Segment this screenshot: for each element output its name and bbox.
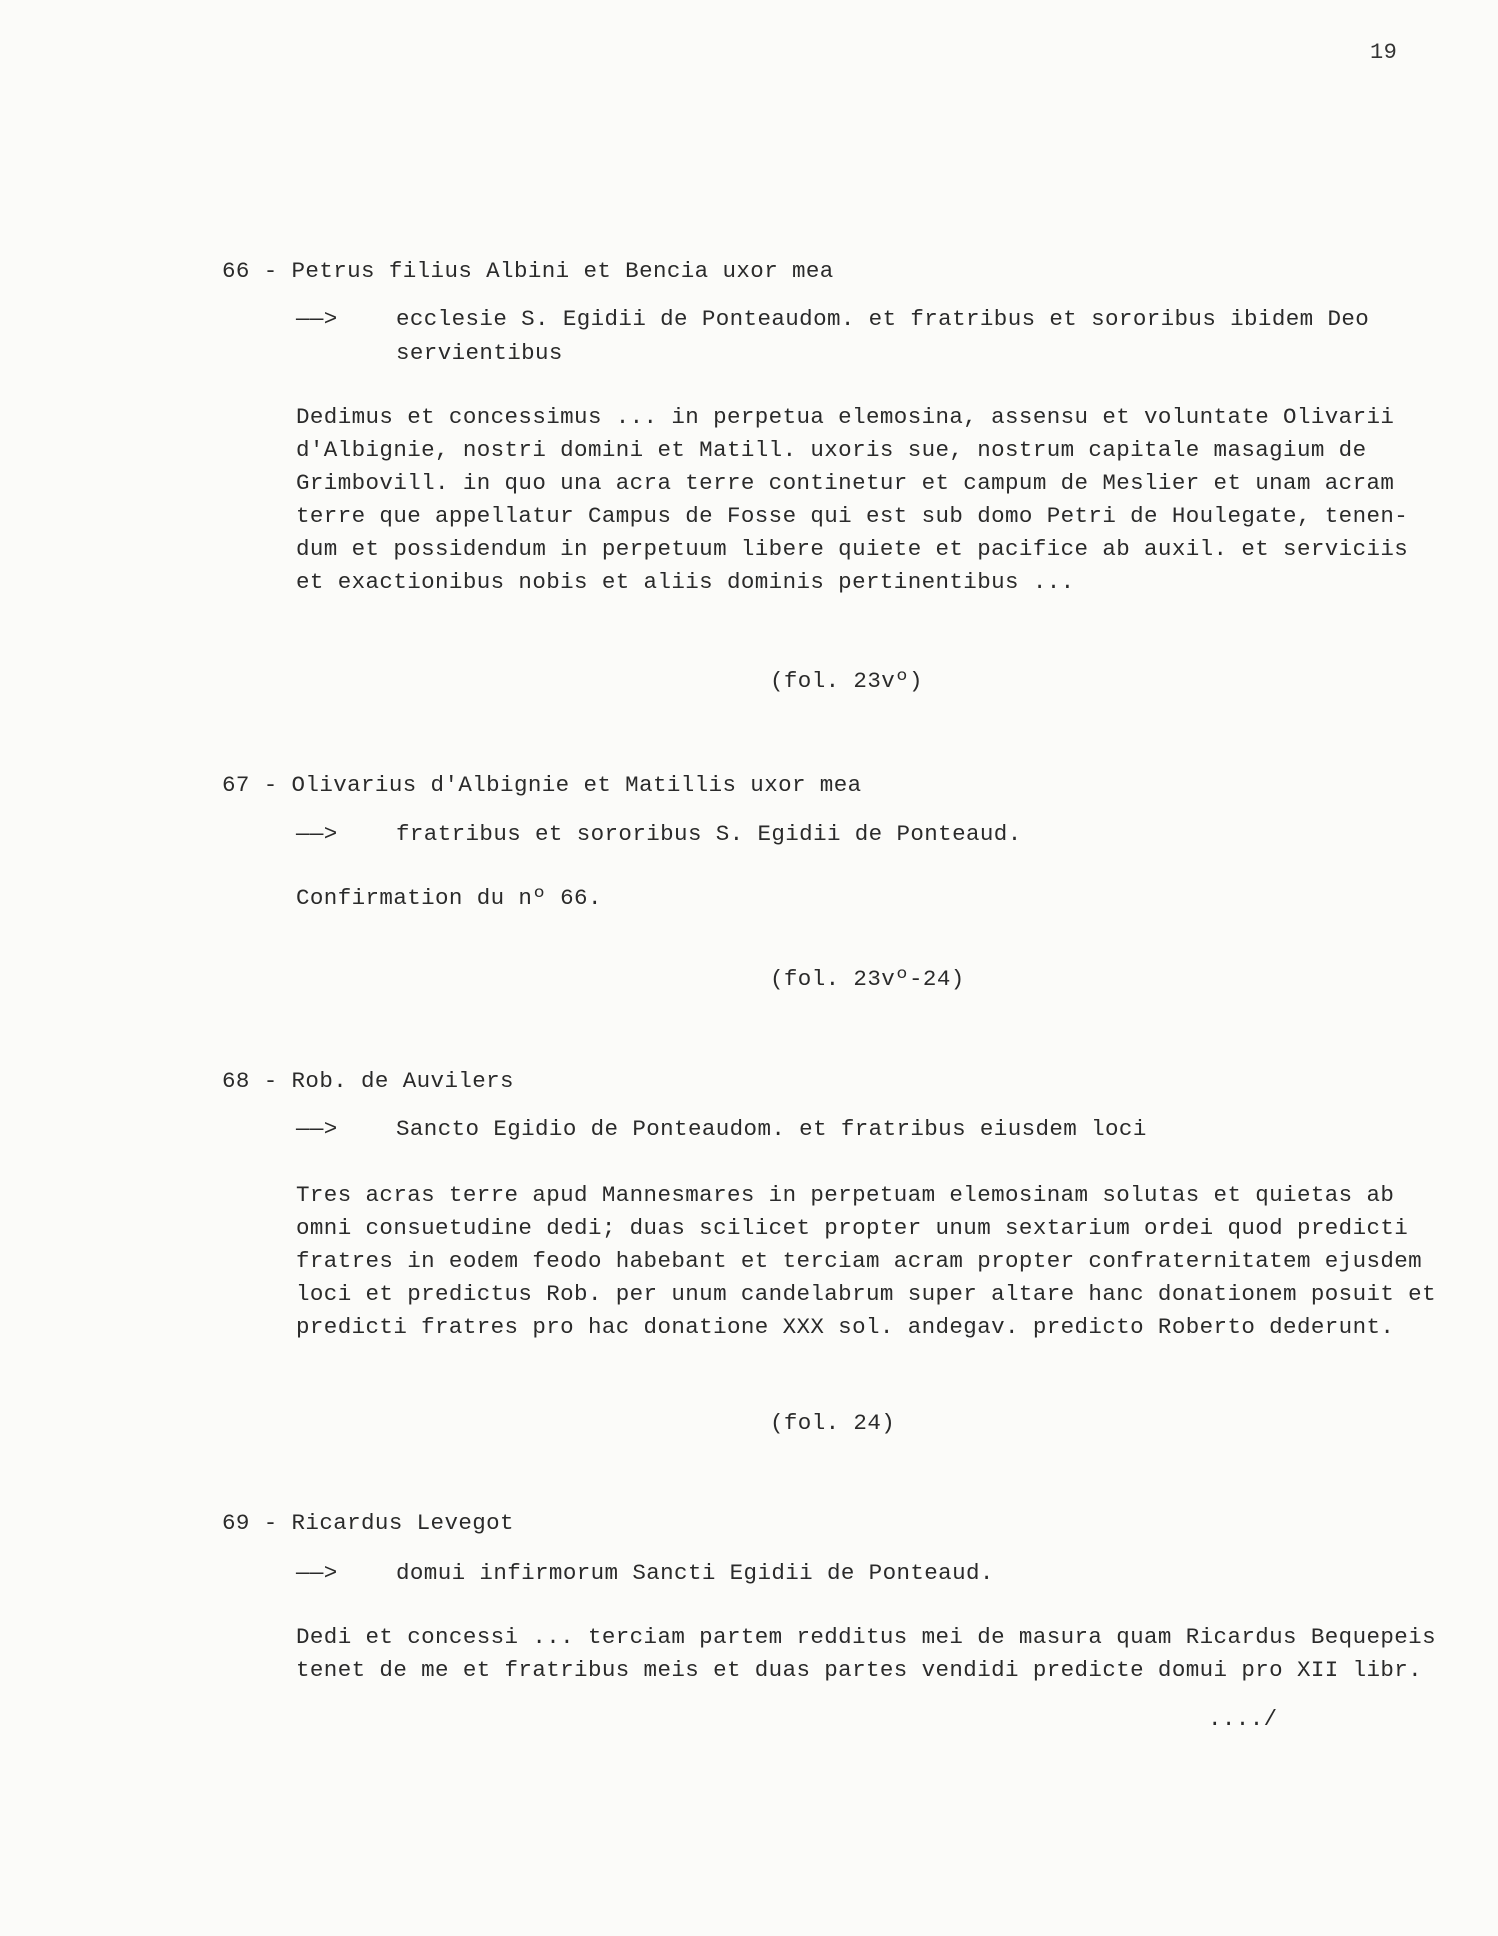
entry-heading	[222, 1510, 514, 1536]
arrow-icon: ——>	[296, 821, 338, 847]
entry-recipient	[296, 1116, 1147, 1142]
body-line: terre que appellatur Campus de Fosse qui est sub domo Petri de Houlegate, tenen-	[296, 503, 1409, 529]
entry-recipient	[296, 1560, 994, 1586]
recipient-line: servientibus	[396, 340, 563, 366]
entry-grantor: Olivarius d'Albignie et Matillis uxor mea	[291, 772, 862, 798]
entry-grantor: Rob. de Auvilers	[291, 1068, 514, 1094]
arrow-icon: ——>	[296, 1116, 338, 1142]
body-line: loci et predictus Rob. per unum candelabrum super altare hanc donationem posuit et	[296, 1281, 1436, 1307]
body-line: fratres in eodem feodo habebant et terciam acram propter confraternitatem ejusdem	[296, 1248, 1423, 1274]
folio-reference: (fol. 24)	[770, 1410, 896, 1436]
folio-reference: (fol. 23vº)	[770, 668, 923, 694]
entry-number: 67 -	[222, 772, 292, 798]
entry-number: 69 -	[222, 1510, 292, 1536]
body-line: Confirmation du nº 66.	[296, 885, 602, 911]
body-line: d'Albignie, nostri domini et Matill. uxoris sue, nostrum capitale masagium de	[296, 437, 1367, 463]
entry-number: 68 -	[222, 1068, 292, 1094]
body-line: omni consuetudine dedi; duas scilicet propter unum sextarium ordei quod predicti	[296, 1215, 1409, 1241]
recipient-line: domui infirmorum Sancti Egidii de Ponteaud.	[396, 1560, 994, 1586]
body-line: Dedi et concessi ... terciam partem redditus mei de masura quam Ricardus Bequepeis	[296, 1624, 1436, 1650]
entry-heading	[222, 258, 834, 284]
entry-heading	[222, 772, 862, 798]
entry-grantor: Ricardus Levegot	[291, 1510, 514, 1536]
page-number: 19	[1370, 40, 1398, 65]
body-line: predicti fratres pro hac donatione XXX sol. andegav. predicto Roberto dederunt.	[296, 1314, 1395, 1340]
recipient-line: fratribus et sororibus S. Egidii de Ponteaud.	[396, 821, 1022, 847]
arrow-icon: ——>	[296, 1560, 338, 1586]
entry-heading	[222, 1068, 514, 1094]
body-line: Grimbovill. in quo una acra terre continetur et campum de Meslier et unam acram	[296, 470, 1395, 496]
entry-number: 66 -	[222, 258, 292, 284]
recipient-line: ecclesie S. Egidii de Ponteaudom. et fratribus et sororibus ibidem Deo	[396, 306, 1370, 332]
body-line: et exactionibus nobis et aliis dominis pertinentibus ...	[296, 569, 1075, 595]
continuation-mark: ..../	[1208, 1706, 1278, 1732]
recipient-line: Sancto Egidio de Ponteaudom. et fratribus eiusdem loci	[396, 1116, 1147, 1142]
folio-reference: (fol. 23vº-24)	[770, 966, 965, 992]
entry-grantor: Petrus filius Albini et Bencia uxor mea	[291, 258, 834, 284]
arrow-icon: ——>	[296, 306, 338, 332]
body-line: dum et possidendum in perpetuum libere quiete et pacifice ab auxil. et serviciis	[296, 536, 1409, 562]
body-line: tenet de me et fratribus meis et duas partes vendidi predicte domui pro XII libr.	[296, 1657, 1423, 1683]
entry-recipient	[296, 306, 1369, 332]
body-line: Tres acras terre apud Mannesmares in perpetuam elemosinam solutas et quietas ab	[296, 1182, 1395, 1208]
body-line: Dedimus et concessimus ... in perpetua elemosina, assensu et voluntate Olivarii	[296, 404, 1395, 430]
entry-recipient	[296, 821, 1022, 847]
